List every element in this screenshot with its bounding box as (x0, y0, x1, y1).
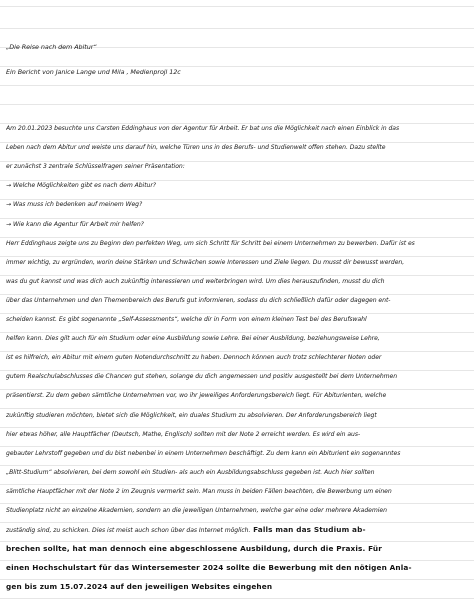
report-line-text: präsentierst. Zu dem geben sämtliche Unternehmen vor, wo ihr jeweiliges Anforderungsbereich liegt. Für Abiturienten, welche (6, 392, 387, 400)
report-line (6, 258, 468, 267)
report-line-text: → Was muss ich bedenken auf meinem Weg? (6, 201, 143, 209)
report-line-text: über das Unternehmen und den Themenbereich des Berufs gut informieren, sodass du dich schließlich dafür oder dagegen ent- (6, 296, 391, 304)
report-line (6, 200, 468, 209)
report-line-text: brechen sollte, hat man dennoch eine abgeschlossene Ausbildung, durch die Praxis. Für (6, 544, 383, 554)
report-line-text: helfen kann. Dies gilt auch für ein Studium oder eine Ausbildung sowie Lehre. Bei einer Ausbildung, beziehungsweise Lehre, (6, 335, 380, 343)
report-line-text: sämtliche Hauptfächer mit der Note 2 im Zeugnis vermerkt sein. Man muss in beiden Fällen beachten, die Bewerbung um einen (6, 487, 392, 495)
report-line (6, 430, 468, 439)
report-line (6, 563, 468, 572)
report-line (6, 372, 468, 381)
report-line-text: immer wichtig, zu ergründen, worin deine Stärken und Schwächen sowie Interessen und Ziele liegen. Du musst dir bewusst werden, (6, 258, 405, 266)
report-line-text: hier etwas höher, alle Hauptfächer (Deutsch, Mathe, Englisch) sollten mit der Note 2 erreicht werden. Es wird ein aus- (6, 430, 361, 438)
report-line (6, 162, 468, 171)
report-line-text: zuständig sind, zu schicken. Dies ist meist auch schon über das Internet möglich. (6, 527, 251, 535)
report-line-text: was du gut kannst und was dich auch zukünftig interessieren und weiterbringen wird. Um dies herauszufinden, musst du dich (6, 277, 385, 285)
document-title: „Die Reise nach dem Abitur“ (6, 43, 97, 51)
report-line (6, 334, 468, 343)
report-line (6, 449, 468, 458)
report-line-emphasis: Falls man das Studium ab- (250, 525, 366, 535)
report-line-text: „Blitt-Studium“ absolvieren, bei dem sowohl ein Studien- als auch ein Ausbildungsabschluss gegeben ist. Auch hier sollten (6, 468, 375, 476)
report-line-text: ist es hilfreich, ein Abitur mit einem guten Notendurchschnitt zu haben. Dennoch können auch trotz schlechterer Noten oder (6, 354, 382, 362)
report-line (6, 506, 468, 515)
report-line-text: → Wie kann die Agentur für Arbeit mir helfen? (6, 220, 144, 228)
report-line-text: er zunächst 3 zentrale Schlüsselfragen seiner Präsentation: (6, 163, 185, 171)
report-line (6, 353, 468, 362)
report-line-text: Am 20.01.2023 besuchte uns Carsten Eddinghaus von der Agentur für Arbeit. Er bat uns die Möglichkeit nach einen Einblick in das (6, 125, 400, 132)
report-line-text: Herr Eddinghaus zeigte uns zu Beginn den perfekten Weg, um sich Schritt für Schritt bei einem Unternehmen zu bewerben. Dafür ist es (6, 239, 415, 247)
report-line-text: gebauter Lehrstoff gegeben und du bist nebenbei in einem Unternehmen beschäftigt. Zu dem kann ein Abiturient ein sogenanntes (6, 449, 401, 457)
report-line-text: scheiden kannst. Es gibt sogenannte „Self-Assessments“, welche dir in Form von einem kleinen Test bei des Berufswahl (6, 316, 367, 323)
report-line (6, 468, 468, 477)
report-line (6, 124, 468, 133)
report-line-text: gen bis zum 15.07.2024 auf den jeweiligen Websites eingehen (6, 582, 273, 592)
document-byline: Ein Bericht von Janice Lange und Mila , Medienprojl 12c (6, 68, 181, 76)
report-line-text: einen Hochschulstart für das Wintersemester 2024 sollte die Bewerbung mit den nötigen Anla- (6, 563, 412, 573)
report-line (6, 544, 468, 553)
report-line-text: → Welche Möglichkeiten gibt es nach dem Abitur? (6, 182, 156, 190)
report-line (6, 411, 468, 420)
report-line (6, 277, 468, 286)
report-line (6, 487, 468, 496)
report-line (6, 315, 468, 324)
report-line (6, 143, 468, 152)
report-line (6, 181, 468, 190)
report-line-text: gutem Realschulabschlusses die Chancen gut stehen, solange du dich angemessen und positiv ausgestellt bei dem Unternehmen (6, 373, 398, 381)
report-line (6, 296, 468, 305)
report-line-text: Leben nach dem Abitur und weiste uns darauf hin, welche Türen uns in des Berufs- und Studienwelt offen stehen. Dazu stellte (6, 144, 386, 152)
report-line (6, 239, 468, 248)
report-line (6, 220, 468, 229)
report-line (6, 582, 468, 591)
report-line (6, 391, 468, 400)
report-line-text: Studienplatz nicht an einzelne Akademien, sondern an die jeweiligen Unternehmen, welche gar eine oder mehrere Akademien (6, 507, 387, 514)
report-line (6, 525, 468, 535)
report-line-text: zukünftig studieren möchten, bietet sich die Möglichkeit, ein duales Studium zu absolvieren. Der Anforderungsbereich liegt (6, 411, 377, 419)
